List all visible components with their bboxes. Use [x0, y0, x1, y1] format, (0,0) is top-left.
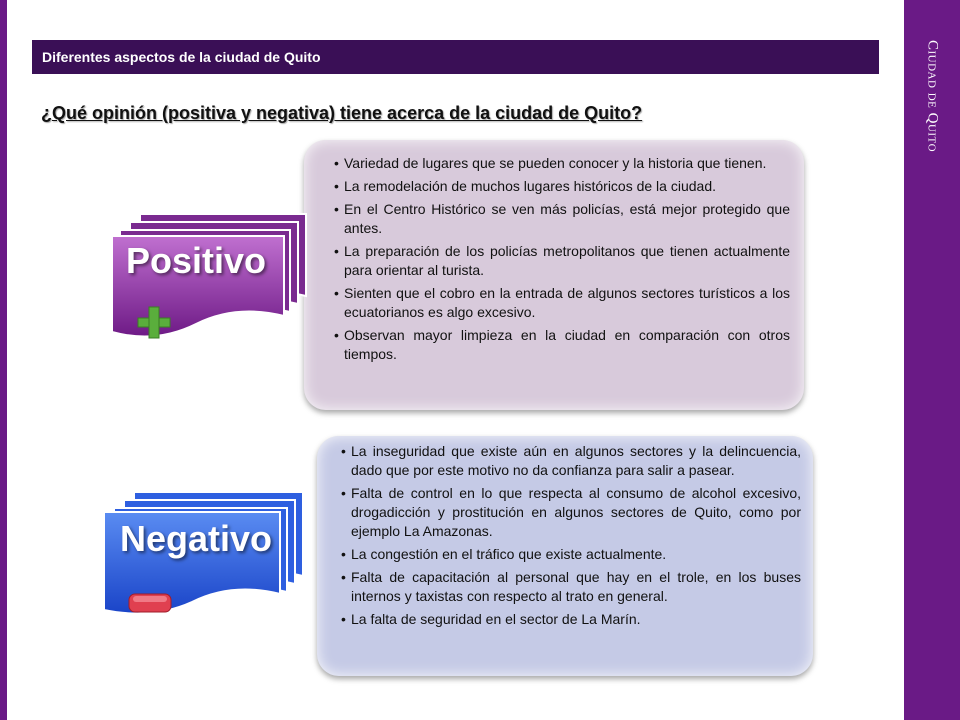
positive-label: Positivo	[126, 240, 267, 281]
negative-list	[341, 442, 801, 629]
positive-bubble	[304, 140, 804, 410]
minus-icon	[129, 594, 171, 612]
negative-label: Negativo	[120, 518, 273, 559]
negative-badge	[100, 490, 305, 620]
list-item: • Observan mayor limpieza en la ciudad en comparación con otros tiempos.	[334, 326, 790, 364]
list-item: • Falta de capacitación al personal que hay en el trole, en los buses internos y taxistas con respecto al trato en general.	[341, 568, 801, 606]
list-item: • La congestión en el tráfico que existe actualmente.	[341, 545, 801, 564]
list-item: • La falta de seguridad en el sector de La Marín.	[341, 610, 801, 629]
list-item: • Variedad de lugares que se pueden conocer y la historia que tienen.	[334, 154, 790, 173]
list-item: • Sienten que el cobro en la entrada de algunos sectores turísticos a los ecuatorianos es algo excesivo.	[334, 284, 790, 322]
list-item: • La preparación de los policías metropolitanos que tienen actualmente para orientar al turista.	[334, 242, 790, 280]
side-title: Ciudad de Quito	[924, 40, 941, 153]
list-item: • En el Centro Histórico se ven más policías, está mejor protegido que antes.	[334, 200, 790, 238]
positive-badge	[108, 208, 308, 348]
negative-bubble	[317, 436, 813, 676]
list-item: • La remodelación de muchos lugares históricos de la ciudad.	[334, 177, 790, 196]
positive-list	[334, 154, 790, 364]
left-accent-strip	[0, 0, 7, 720]
question-title: ¿Qué opinión (positiva y negativa) tiene acerca de la ciudad de Quito?	[41, 103, 643, 123]
list-item: • Falta de control en lo que respecta al consumo de alcohol excesivo, drogadicción y prostitución en algunos sectores de Quito, como por ejemplo La Amazonas.	[341, 484, 801, 541]
list-item: • La inseguridad que existe aún en algunos sectores y la delincuencia, dado que por este motivo no da confianza para salir a pasear.	[341, 442, 801, 480]
header-bar	[32, 40, 879, 74]
header-title: Diferentes aspectos de la ciudad de Quito	[42, 49, 321, 65]
